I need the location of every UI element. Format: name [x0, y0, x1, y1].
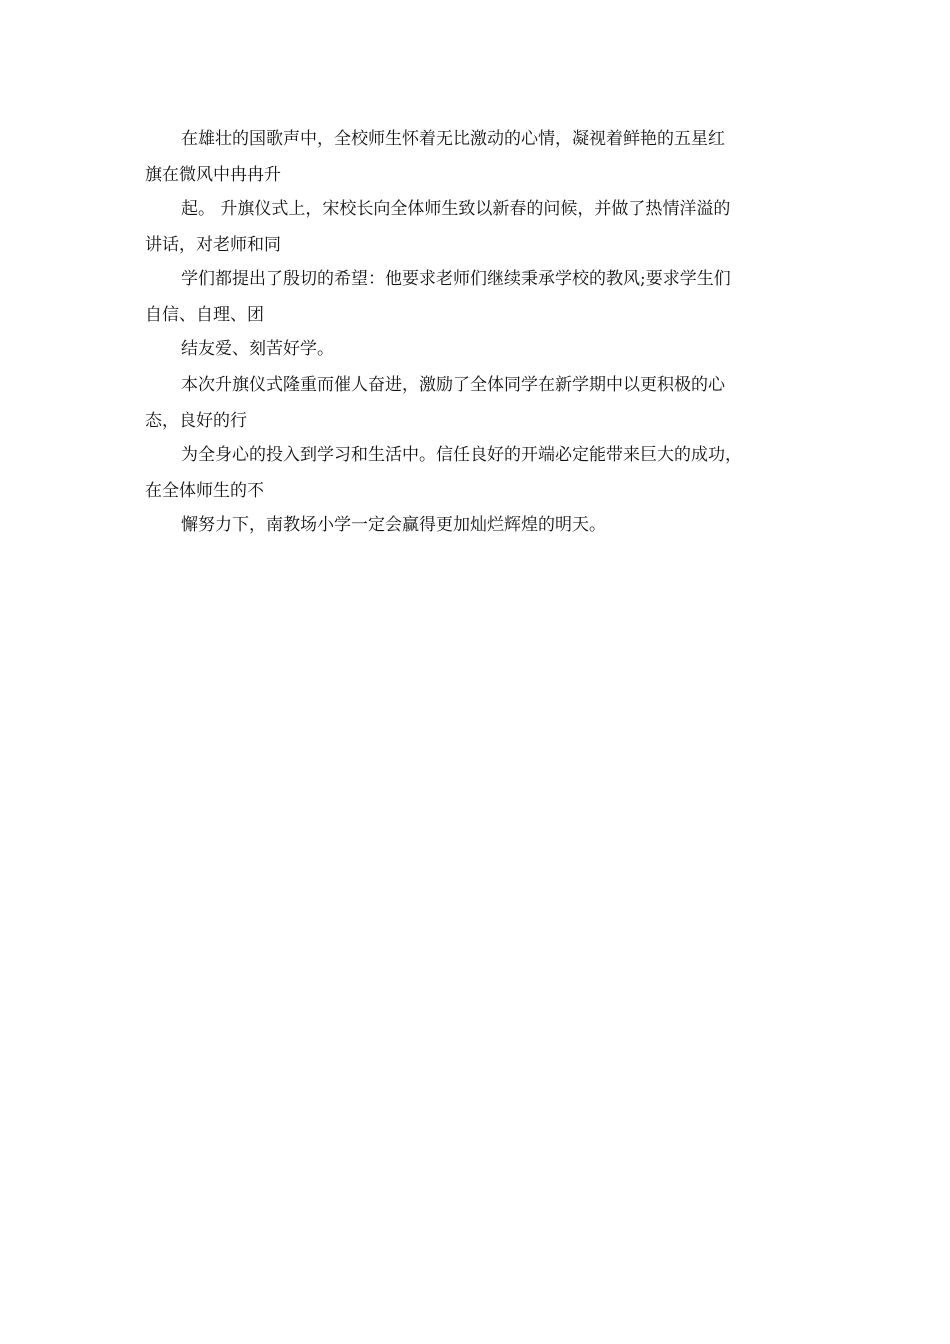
paragraph-5 — [145, 370, 810, 440]
paragraph-line: 结友爱、刻苦好学。 — [181, 339, 334, 359]
paragraph-line: 本次升旗仪式隆重而催人奋进，激励了全体同学在新学期中以更积极的心 — [181, 375, 725, 395]
paragraph-3 — [145, 264, 810, 334]
paragraph-line: 懈努力下，南教场小学一定会赢得更加灿烂辉煌的明天。 — [181, 515, 606, 535]
paragraph-line: 学们都提出了殷切的希望：他要求老师们继续秉承学校的教风;要求学生们 — [181, 269, 731, 289]
paragraph-2 — [145, 194, 810, 264]
paragraph-line: 讲话，对老师和同 — [145, 235, 281, 255]
paragraph-line: 旗在微风中冉冉升 — [145, 165, 281, 185]
paragraph-4 — [145, 334, 810, 370]
paragraph-line: 为全身心的投入到学习和生活中。信任良好的开端必定能带来巨大的成功， — [181, 445, 742, 465]
paragraph-7 — [145, 510, 810, 546]
paragraph-1 — [145, 124, 810, 194]
paragraph-line: 起。 升旗仪式上，宋校长向全体师生致以新春的问候，并做了热情洋溢的 — [181, 199, 731, 219]
document-body — [145, 124, 810, 546]
paragraph-line: 自信、自理、团 — [145, 305, 264, 325]
paragraph-line: 在全体师生的不 — [145, 481, 264, 501]
paragraph-6 — [145, 440, 810, 510]
paragraph-line: 态，良好的行 — [145, 411, 247, 431]
paragraph-line: 在雄壮的国歌声中，全校师生怀着无比激动的心情，凝视着鲜艳的五星红 — [181, 129, 725, 149]
